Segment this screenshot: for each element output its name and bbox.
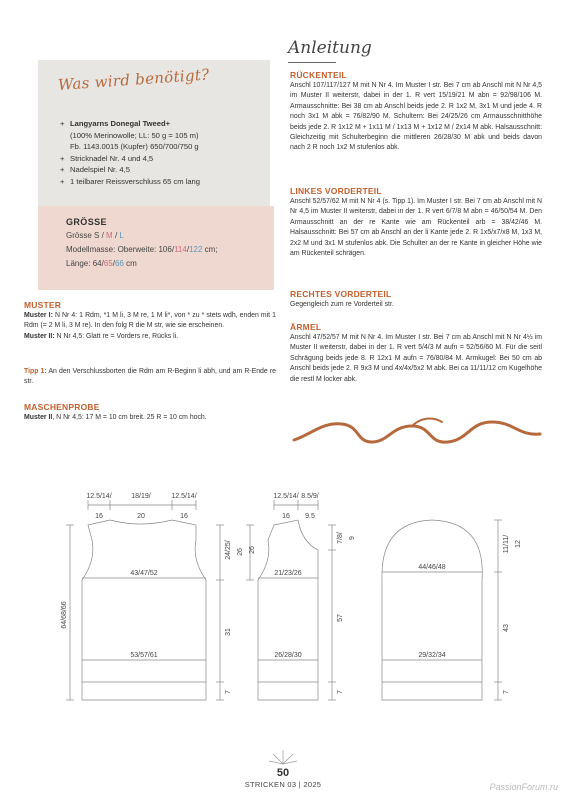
svg-text:16: 16: [95, 513, 103, 520]
front-neck-depth-label: 7/8/: [337, 532, 344, 544]
sleeve-bottom-label: 29/32/34: [418, 652, 446, 659]
tip-text: Tipp 1: An den Verschlussborten die Rdm am R-Beginn li abh, und am R-Ende re str.: [24, 368, 276, 386]
wave-ornament: [292, 412, 542, 452]
svg-text:16: 16: [282, 513, 290, 520]
materials-title: Was wird benötigt?: [57, 65, 211, 94]
back-side-label: 31: [225, 628, 232, 636]
watermark: PassionForum.ru: [489, 782, 558, 792]
schematics: [0, 480, 566, 720]
sleeve-piece-outline: [382, 520, 482, 700]
back-neck-label: 18/19/: [131, 493, 151, 500]
left-front-heading: LINKES VORDERTEIL: [290, 186, 382, 196]
armhole-height-label: 24/25/: [225, 540, 232, 560]
svg-text:16: 16: [180, 513, 188, 520]
svg-text:12: 12: [515, 540, 522, 548]
muster-heading: MUSTER: [24, 300, 62, 310]
back-heading: RÜCKENTEIL: [290, 70, 347, 80]
sleeve-cap-label: 11/11/: [503, 534, 510, 554]
back-height-label: 64/68/66: [61, 601, 68, 629]
svg-text:20: 20: [137, 513, 145, 520]
muster-text: Muster I: N Nr 4: 1 Rdm, *1 M li, 3 M re, 1 M li*, von * zu * stets wdh, enden mit 1 Rdm (= 2 M li, 3 M re). In den folg R die M str, wie sie erscheinen. Muster II: N Nr 4,5: Glatt re = Vorders re, Rücks li.: [24, 312, 276, 340]
front-piece-outline: [258, 520, 318, 700]
length-measures: Länge: 64/65/66 cm: [66, 259, 137, 268]
title-underline: [288, 62, 336, 63]
materials-item: + Nadelspiel Nr. 4,5: [60, 165, 130, 175]
back-bottom-label: 53/57/61: [130, 652, 158, 659]
size-heading: GRÖSSE: [66, 217, 107, 227]
right-front-text: Gegengleich zum re Vorderteil str.: [290, 301, 394, 308]
svg-text:9.5: 9.5: [305, 513, 315, 520]
back-shoulder-label: 12.5/14/: [86, 493, 112, 500]
back-rib-label: 7: [225, 690, 232, 694]
front-shoulder-label: 12.5/14/: [273, 493, 299, 500]
sleeve-top-label: 44/46/48: [418, 564, 446, 571]
front-rib-label: 7: [337, 690, 344, 694]
right-front-heading: RECHTES VORDERTEIL: [290, 289, 392, 299]
back-text: Anschl 107/117/127 M mit N Nr 4. Im Muster I str. Bei 7 cm ab Anschl mit N Nr 4,5 im Muster II weiterstr, dabei in der 1. R vert 15/19/21 M abn = 92/98/106 M. Armausschnitte: Bei 38 cm ab Anschl beids jede 2. R 1x2 M, 3x1 M und jede 4. R noch 3x1 M abk = 76/82/90 M. Schultern: Bei 24/25/26 cm Armausschnitthöhe beids jede 2. R 1x12 M + 1x11 M / 1x13 M + 1x12 M / 2x14 M abk. Halsausschnitt: Gleichzeitig mit Schulterbeginn die mittleren 26/28/30 M abk und beids davon nach 2 R noch 1x2 M stufenlos abk.: [290, 82, 542, 152]
yarn-name: Langyarns Donegal Tweed+: [70, 119, 171, 128]
model-measures: Modellmasse: Oberweite: 106/114/122 cm;: [66, 245, 218, 254]
left-front-text: Anschl 52/57/62 M mit N Nr 4 (s. Tipp 1). Im Muster I str. Bei 7 cm ab Anschl mit N Nr 4,5 im Muster II weiterstr, dabei in der 1. R vert 6/7/8 M abn = 46/50/54 M. Den Armausschnitt an der re Kante wie am Rückenteil arb = 38/42/46 M. Halsausschnitt: Bei 57 cm ab Anschl an der li Kante jede 2. R 1x5/x7/x8 M, 1x3 M, 2x2 M und 3x1 M stufenlos abk. Die Schulter an der re Kante in gleicher Höhe wie am Rückenteil schrägen.: [290, 198, 542, 258]
front-neck-label: 8.5/9/: [301, 493, 319, 500]
page-number: 50: [276, 767, 290, 779]
front-side-label: 57: [337, 614, 344, 622]
maschenprobe-text: Muster II, N Nr 4,5: 17 M = 10 cm breit. 25 R = 10 cm hoch.: [24, 414, 207, 421]
materials-item: + Stricknadel Nr. 4 und 4,5: [60, 153, 154, 163]
sleeve-text: Anschl 47/52/57 M mit N Nr 4. Im Muster I str. Bei 7 cm ab Anschl mit N Nr 4½ im Muster II weiterstr, dabei in der 1. R vert 5/4/3 M aufn = 52/56/60 M. Für die seitl Schrägung beids jede 8. R 12x1 M aufn = 76/80/84 M. Armkugel: Bei 50 cm ab Anschl beids jede 2. R 9x3 M und 4x/4x/5x2 M abk. Bei ca 11/11/12 cm Kugelhöhe die restl M locker abk.: [290, 334, 542, 383]
materials-list: [60, 118, 270, 188]
front-chest-label: 21/23/26: [274, 570, 302, 577]
magazine-issue: STRICKEN 03 | 2025: [244, 780, 322, 789]
front-bottom-label: 26/28/30: [274, 652, 302, 659]
maschenprobe-heading: MASCHENPROBE: [24, 402, 100, 412]
svg-text:26: 26: [249, 546, 256, 554]
svg-text:9: 9: [349, 536, 356, 540]
instructions-title: Anleitung: [288, 38, 372, 58]
materials-item: + Langyarns Donegal Tweed+ (100% Merinowolle; LL: 50 g = 105 m) Fb. 1143.0015 (Kupfer) 650/700/750 g: [60, 119, 199, 152]
back-shoulder-label: 12.5/14/: [171, 493, 197, 500]
sun-ornament-icon: [268, 748, 298, 766]
materials-item: + 1 teilbarer Reissverschluss 65 cm lang: [60, 176, 200, 186]
back-piece-outline: [82, 520, 206, 700]
size-line: Grösse S / M / L: [66, 231, 124, 240]
sleeve-rib-label: 7: [503, 690, 510, 694]
sleeve-heading: ÄRMEL: [290, 322, 322, 332]
svg-text:26: 26: [237, 548, 244, 556]
sleeve-side-label: 43: [503, 624, 510, 632]
back-chest-label: 43/47/52: [130, 570, 158, 577]
